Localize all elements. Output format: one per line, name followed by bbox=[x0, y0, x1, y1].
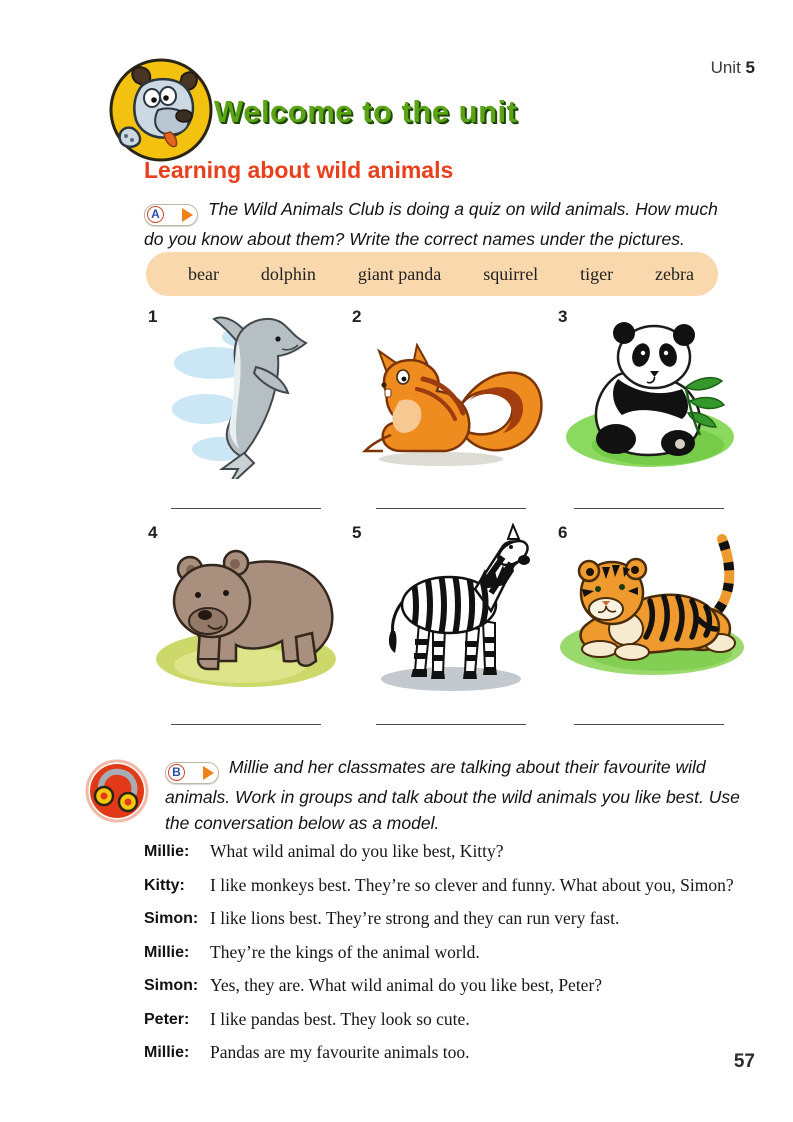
word-bank-item: dolphin bbox=[260, 263, 316, 284]
picture-number: 6 bbox=[558, 523, 568, 542]
word-bank-item: bear bbox=[188, 263, 219, 284]
word-bank bbox=[146, 252, 718, 296]
unit-number: 5 bbox=[745, 58, 755, 77]
word-bank-item: giant panda bbox=[357, 263, 442, 284]
unit-label: Unit 5 bbox=[710, 58, 755, 77]
word-bank-item: zebra bbox=[655, 263, 694, 284]
picture-number: 1 bbox=[148, 307, 158, 326]
speaker-line: They’re the kings of the animal world. bbox=[210, 941, 480, 962]
dolphin-image bbox=[166, 311, 326, 484]
speaker-label: Millie: bbox=[144, 843, 190, 860]
dialogue-row bbox=[144, 1006, 750, 1033]
speaker-line: Pandas are my favourite animals too. bbox=[210, 1042, 470, 1062]
word-bank-item: tiger bbox=[580, 263, 614, 284]
activity-a-instructions bbox=[144, 196, 740, 252]
picture-number: 3 bbox=[558, 307, 568, 326]
page-number: 57 bbox=[733, 1051, 755, 1072]
bear-image bbox=[148, 533, 344, 696]
word-bank-item: squirrel bbox=[483, 263, 539, 284]
play-arrow-icon bbox=[182, 208, 193, 222]
dialogue-row bbox=[144, 972, 750, 999]
answer-line-3 bbox=[574, 508, 724, 509]
picture-cell-5 bbox=[348, 519, 554, 735]
dialogue-row bbox=[144, 872, 750, 899]
activity-b-block bbox=[84, 754, 760, 836]
dialogue bbox=[144, 838, 750, 1073]
speaker-line: Yes, they are. What wild animal do you like best, Peter? bbox=[210, 975, 603, 995]
speaker-line: What wild animal do you like best, Kitty? bbox=[210, 841, 504, 861]
dialogue-row bbox=[144, 838, 750, 865]
activity-b-instructions bbox=[165, 754, 760, 836]
answer-line-2 bbox=[376, 508, 526, 509]
picture-cell-1 bbox=[144, 303, 348, 519]
dog-mascot-icon bbox=[106, 56, 216, 164]
speaker-label: Simon: bbox=[144, 977, 199, 994]
page-title: Welcome to the unit bbox=[214, 94, 518, 129]
speaker-label: Simon: bbox=[144, 910, 199, 927]
speaker-line: I like monkeys best. They’re so clever and funny. What about you, Simon? bbox=[210, 874, 734, 895]
picture-cell-2 bbox=[348, 303, 554, 519]
answer-line-5 bbox=[376, 724, 526, 725]
speaker-line: I like lions best. They’re strong and they can run very fast. bbox=[210, 908, 620, 928]
badge-letter-b: B bbox=[168, 764, 185, 781]
speaker-label: Millie: bbox=[144, 1044, 190, 1061]
section-heading: Learning about wild animals bbox=[144, 157, 454, 183]
picture-number: 5 bbox=[352, 523, 362, 542]
activity-b-badge bbox=[165, 762, 219, 784]
badge-letter-a: A bbox=[147, 206, 164, 223]
activity-a-text: The Wild Animals Club is doing a quiz on wild animals. How much do you know about them? Write the correct names under the pictures. bbox=[144, 199, 718, 249]
picture-grid bbox=[144, 303, 744, 735]
picture-number: 4 bbox=[148, 523, 158, 542]
answer-line-1 bbox=[171, 508, 321, 509]
answer-line-6 bbox=[574, 724, 724, 725]
dialogue-row bbox=[144, 905, 750, 932]
activity-b-text: Millie and her classmates are talking about their favourite wild animals. Work in groups and talk about the wild animals you like best. Use the conversation below as a model. bbox=[165, 757, 740, 833]
answer-line-4 bbox=[171, 724, 321, 725]
activity-a-badge bbox=[144, 204, 198, 226]
headphones-icon bbox=[84, 758, 150, 824]
speaker-label: Millie: bbox=[144, 943, 190, 961]
picture-number: 2 bbox=[352, 307, 362, 326]
dialogue-row bbox=[144, 939, 750, 966]
dialogue-row bbox=[144, 1039, 750, 1066]
speaker-line: I like pandas best. They look so cute. bbox=[210, 1008, 470, 1029]
speaker-label: Peter: bbox=[144, 1010, 190, 1028]
picture-cell-4 bbox=[144, 519, 348, 735]
tiger-image bbox=[550, 527, 748, 690]
play-arrow-icon bbox=[203, 766, 214, 780]
picture-cell-6 bbox=[554, 519, 744, 735]
picture-cell-3 bbox=[554, 303, 744, 519]
giant-panda-image bbox=[560, 315, 738, 478]
zebra-image bbox=[367, 523, 535, 700]
squirrel-image bbox=[357, 343, 545, 474]
speaker-label: Kitty: bbox=[144, 876, 185, 894]
